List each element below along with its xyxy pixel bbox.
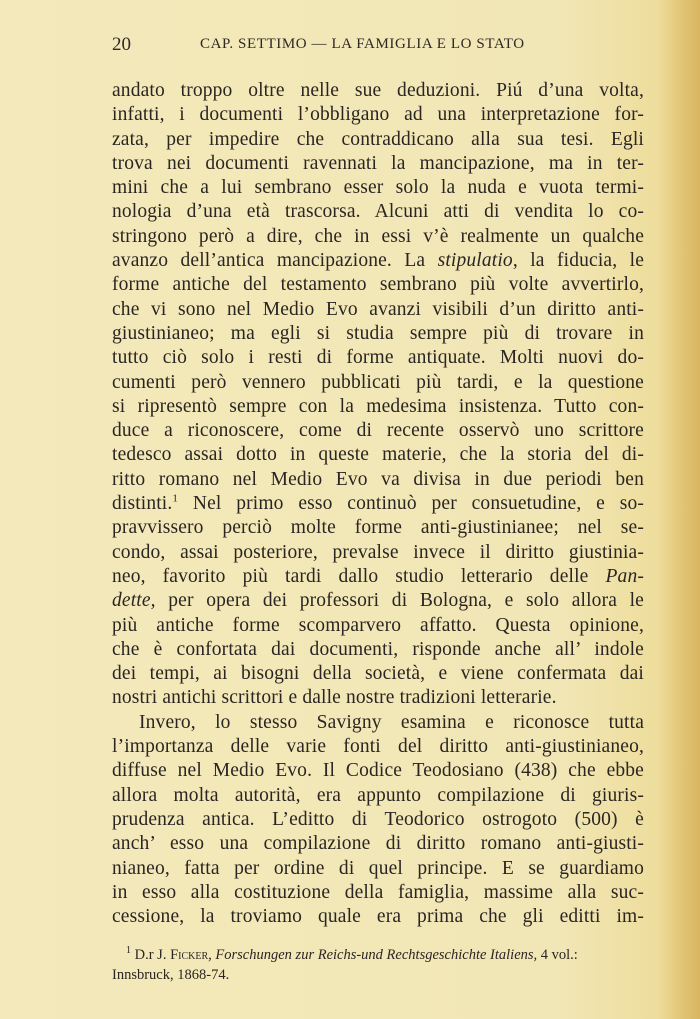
footnote-title: , Forschungen zur Reichs-und Rechtsgeschichte Italiens, — [208, 946, 538, 963]
paragraph — [112, 711, 644, 930]
text-line — [112, 492, 644, 516]
footnote-reference[interactable]: 1 — [172, 492, 179, 505]
footnote-author: Ficker — [170, 946, 209, 963]
text-line: anch’ esso una compilazione di diritto romano anti-giusti- — [112, 833, 644, 855]
text-run: per opera dei professori di Bologna, e solo allora le — [155, 590, 644, 612]
text-line: cumenti però vennero pubblicati più tardi, e la questione — [112, 371, 644, 393]
text-line — [112, 565, 644, 589]
italic-term: dette, — [112, 590, 156, 612]
text-line: nianeo, fatta per ordine di quel principe. E se guardiamo — [112, 857, 644, 879]
text-line: nostri antichi scrittori e dalle nostre tradizioni letterarie. — [112, 687, 557, 709]
footnote-line: Innsbruck, 1868-74. — [112, 966, 230, 983]
text-line: che è confortata dai documenti, risponde anche all’ indole — [112, 638, 644, 660]
page-header — [112, 34, 642, 58]
text-line — [112, 589, 644, 613]
text-line: più antiche forme scomparvero affatto. Questa opinione, — [112, 614, 644, 636]
text-run: distinti. — [112, 493, 173, 515]
paragraph — [112, 79, 644, 711]
text-line: che vi sono nel Medio Evo avanzi visibili d’un diritto anti- — [112, 298, 644, 320]
text-line: andato troppo oltre nelle sue deduzioni. Piú d’una volta, — [112, 80, 644, 101]
italic-term: stipulatio — [437, 250, 513, 272]
text-line: mini che a lui sembrano esser solo la nuda e vuota termi- — [112, 177, 644, 199]
text-line: forme antiche del testamento sembrano più volte avvertirlo, — [112, 274, 644, 296]
text-line: giustinianeo; ma egli si studia sempre più di trovare in — [112, 322, 644, 344]
text-run: , la fiducia, le — [512, 250, 644, 272]
text-line: nologia d’una età trascorsa. Alcuni atti di vendita lo co- — [112, 201, 644, 223]
footnote-marker: 1 — [126, 945, 131, 956]
text-line: l’importanza delle varie fonti del diritto anti-giustinianeo, — [112, 736, 644, 758]
body-text — [112, 79, 644, 929]
text-line: duce a riconoscere, come di recente osservò uno scrittore — [112, 420, 644, 442]
text-line: infatti, i documenti l’obbligano ad una interpretazione for- — [112, 104, 644, 126]
text-run: Nel primo esso continuò per consuetudine, e so- — [178, 493, 644, 515]
text-line — [112, 249, 644, 273]
text-line: si ripresentò sempre con la medesima insistenza. Tutto con- — [112, 395, 644, 417]
running-title: CAP. SETTIMO — LA FAMIGLIA E LO STATO — [200, 36, 525, 52]
text-line: tutto ciò solo i resti di forme antiquate. Molti nuovi do- — [112, 347, 644, 369]
text-line: dei tempi, ai bisogni della società, e viene confermata dai — [112, 663, 644, 685]
text-run: avanzo dell’antica mancipazione. La — [112, 250, 438, 272]
footnote — [112, 941, 652, 985]
text-line: ritto romano nel Medio Evo va divisa in due periodi ben — [112, 468, 644, 490]
text-line: condo, assai posteriore, prevalse invece il diritto giustinia- — [112, 541, 644, 563]
page-number: 20 — [112, 34, 131, 55]
text-line: tedesco assai dotto in queste materie, che la storia del di- — [112, 444, 644, 466]
italic-term: Pan- — [605, 565, 644, 587]
footnote-author-prefix: D.r J. — [134, 946, 171, 963]
text-line: in esso alla costituzione della famiglia, massime alla suc- — [112, 881, 644, 903]
text-line: allora molta autorità, era appunto compilazione di giuris- — [112, 784, 644, 806]
text-line: pravvissero perciò molte forme anti-giustinianee; nel se- — [112, 517, 644, 539]
text-line: stringono però a dire, che in essi v’è realmente un qualche — [112, 225, 644, 247]
footnote-line — [112, 941, 652, 965]
text-run: neo, favorito più tardi dallo studio letterario delle — [112, 565, 606, 587]
text-line: Invero, lo stesso Savigny esamina e riconosce tutta — [139, 711, 644, 733]
footnote-volumes: 4 vol.: — [537, 946, 578, 963]
text-line: prudenza antica. L’editto di Teodorico ostrogoto (500) è — [112, 808, 644, 830]
text-line: zata, per impedire che contraddicano alla sua tesi. Egli — [112, 128, 644, 150]
text-line: trova nei documenti ravennati la mancipazione, ma in ter- — [112, 152, 644, 174]
text-line: diffuse nel Medio Evo. Il Codice Teodosiano (438) che ebbe — [112, 760, 644, 782]
text-line: cessione, la troviamo quale era prima che gli editti im- — [112, 906, 644, 928]
